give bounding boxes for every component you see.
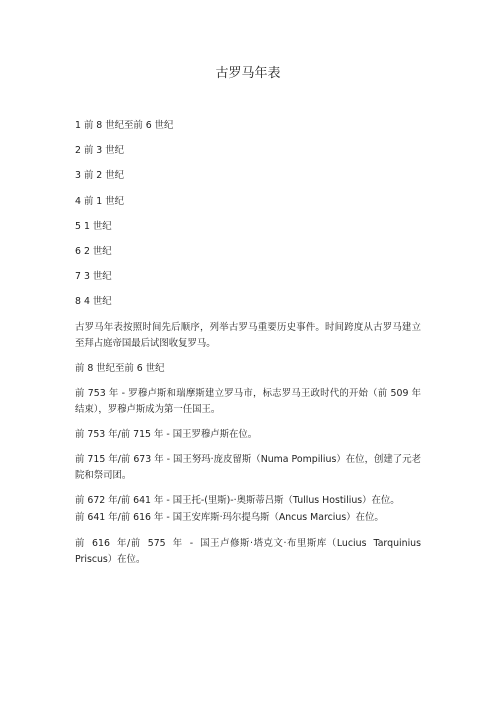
timeline-entry: 前 616 年/前 575 年 - 国王卢修斯·塔克文·布里斯库（Lucius Tarquinius Priscus）在位。 <box>75 537 421 565</box>
toc-item[interactable]: 5 1 世纪 <box>75 220 112 232</box>
intro-paragraph: 古罗马年表按照时间先后顺序，列举古罗马重要历史事件。时间跨度从古罗马建立至拜占庭帝国最后试图收复罗马。 <box>75 321 421 349</box>
toc-item[interactable]: 3 前 2 世纪 <box>75 170 124 182</box>
toc-item[interactable]: 6 2 世纪 <box>75 245 112 257</box>
toc-item[interactable]: 8 4 世纪 <box>75 296 112 308</box>
document-body <box>75 118 421 577</box>
section-heading: 前 8 世纪至前 6 世纪 <box>75 362 165 374</box>
toc-item[interactable]: 7 3 世纪 <box>75 271 112 283</box>
toc-item[interactable]: 2 前 3 世纪 <box>75 145 124 157</box>
toc-item[interactable]: 4 前 1 世纪 <box>75 195 124 207</box>
timeline-entry: 前 753 年 - 罗穆卢斯和瑞摩斯建立罗马市，标志罗马王政时代的开始（前 509 年结束），罗穆卢斯成为第一任国王。 <box>75 387 421 415</box>
timeline-entry: 前 753 年/前 715 年 - 国王罗穆卢斯在位。 <box>75 429 258 441</box>
toc-item[interactable]: 1 前 8 世纪至前 6 世纪 <box>75 120 174 131</box>
timeline-entry: 前 641 年/前 616 年 - 国王安库斯·玛尔提乌斯（Ancus Marcius）在位。 <box>75 512 384 524</box>
timeline-entry: 前 672 年/前 641 年 - 国王托-(里斯)-·奥斯蒂吕斯（Tullus Hostilius）在位。 <box>75 495 400 507</box>
table-of-contents <box>75 118 421 310</box>
timeline-entry: 前 715 年/前 673 年 - 国王努玛·庞皮留斯（Numa Pompilius）在位，创建了元老院和祭司团。 <box>75 454 421 482</box>
document-title: 古罗马年表 <box>215 66 281 81</box>
